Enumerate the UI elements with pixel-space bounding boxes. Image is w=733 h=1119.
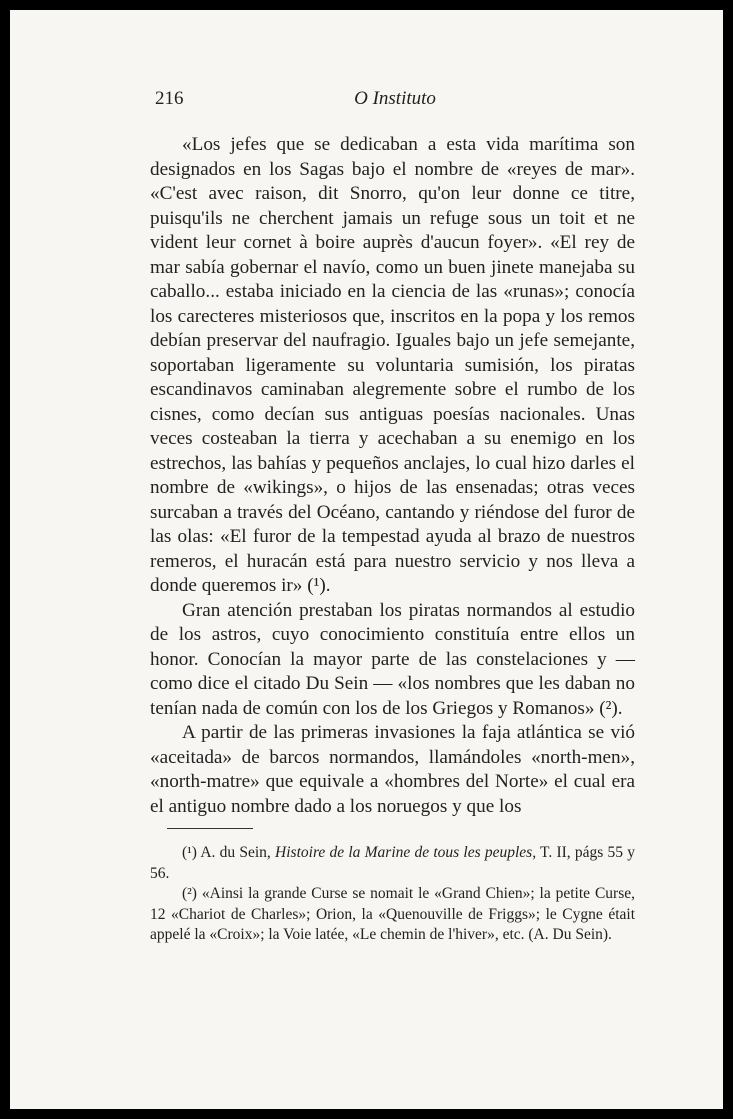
main-text xyxy=(150,133,635,819)
page-number: 216 xyxy=(155,88,184,109)
footnote-1-marker: (¹) xyxy=(182,844,197,861)
footnote-1-title: Histoire de la Marine de tous les peuples, xyxy=(275,844,537,861)
footnote-separator xyxy=(167,828,253,829)
paragraph-3: A partir de las primeras invasiones la faja atlántica se vió «aceitada» de barcos normandos, llamándoles «north-men», «north-matre» que equivale a «hombres del Norte» el cual era el antiguo nombre dado a los noruegos y que los xyxy=(150,722,635,817)
footnote-2: (²) «Ainsi la grande Curse se nomait le «Grand Chien»; la petite Curse, 12 «Chariot de Charles»; Orion, la «Quenouville de Friggs»; le Cygne était appelé la «Croix»; la Voie latée, «Le chemin de l'hiver», etc. (A. Du Sein). xyxy=(150,885,635,943)
page-header xyxy=(155,88,635,114)
footnote-1 xyxy=(150,843,635,884)
footnote-1-rest: T. II, págs 55 y 56. xyxy=(150,844,635,882)
paragraph-2: Gran atención prestaban los piratas normandos al estudio de los astros, cuyo conocimiento constituía entre ellos un honor. Conocían la mayor parte de las constelaciones y — como dice el citado Du Sein — «los nombres que les daban no tenían nada de común con los de los Griegos y Romanos» (²). xyxy=(150,599,635,719)
running-title: O Instituto xyxy=(354,88,436,109)
footnotes xyxy=(150,843,635,946)
paragraph-1: «Los jefes que se dedicaban a esta vida marítima son designados en los Sagas bajo el nombre de «reyes de mar». «C'est avec raison, dit Snorro, qu'on leur donne ce titre, puisqu'ils ne cherchent jamais un refuge sous un toit et ne vident leur cornet à boire auprès d'aucun foyer». «El rey de mar sabía gobernar el navío, como un buen jinete manejaba su caballo... estaba iniciado en la ciencia de las «runas»; conocía los carecteres misteriosos que, inscritos en la popa y los remos debían preservar del naufragio. Iguales bajo un jefe semejante, soportaban ligeramente su voluntaria sumisión, los piratas escandinavos caminaban alegremente sobre el rumbo de los cisnes, como decían sus antiguas poesías nacionales. Unas veces costeaban la tierra y acechaban a su enemigo en los estrechos, las bahías y pequeños anclajes, lo cual hizo darles el nombre de «wikings», o hijos de las ensenadas; otras veces surcaban a través del Océano, cantando y riéndose del furor de las olas: «El furor de la tempestad ayuda al brazo de nuestros remeros, el huracán está para nuestro servicio y nos lleva a donde queremos ir» (¹). xyxy=(150,134,635,596)
book-page xyxy=(10,10,723,1109)
footnote-1-author: A. du Sein, xyxy=(200,844,271,861)
